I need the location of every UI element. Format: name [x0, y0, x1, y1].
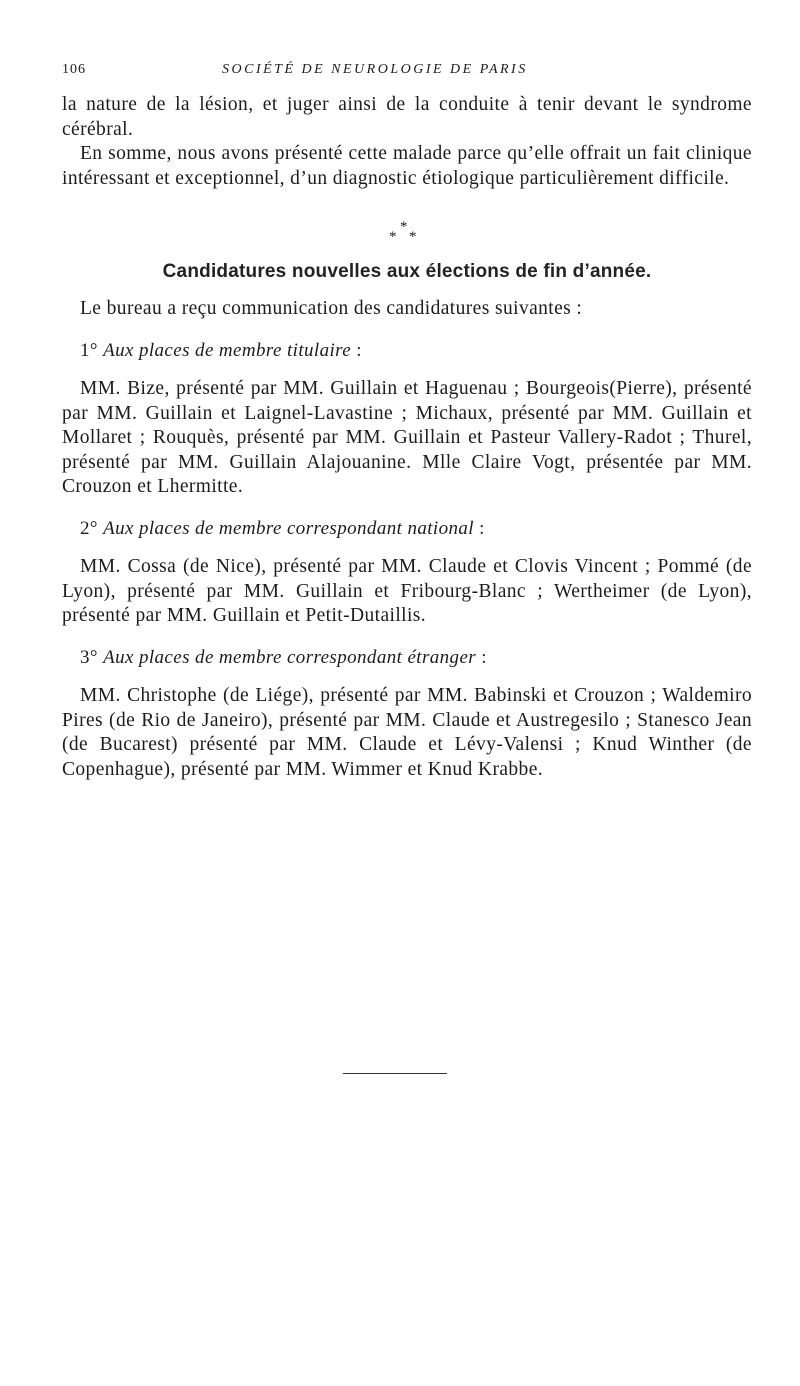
subsection-number: 1°: [80, 339, 98, 361]
section-intro: Le bureau a reçu communication des candidatures suivantes :: [80, 298, 583, 319]
subsection-heading-titulaire: [62, 339, 752, 364]
candidates-list-titulaire: MM. Bize, présenté par MM. Guillain et Haguenau ; Bourgeois(Pierre), présenté par MM. Guillain et Laignel-Lavastine ; Michaux, présenté par MM. Guillain et Mollaret ; Rouquès, présenté par MM. Guillain et Pasteur Vallery-Radot ; Thurel, présenté par MM. Guillain Alajouanine. Mlle Claire Vogt, présentée par MM. Crouzon et Lhermitte.: [62, 378, 752, 497]
end-rule: [343, 1073, 447, 1074]
subsection-heading-etranger: [62, 646, 752, 671]
document-page: [62, 62, 752, 782]
subsection-number: 3°: [80, 646, 98, 668]
paragraph-continuation: la nature de la lésion, et juger ainsi de la conduite à tenir devant le syndrome cérébral.: [62, 94, 752, 140]
subsection-title: Aux places de membre correspondant étranger: [103, 646, 477, 668]
paragraph-conclusion: En somme, nous avons présenté cette malade parce qu’elle offrait un fait clinique intéressant et exceptionnel, d’un diagnostic étiologique particulièrement difficile.: [62, 143, 752, 189]
asterism-separator: [62, 219, 752, 249]
subsection-suffix: :: [351, 339, 362, 361]
candidates-list-etranger: MM. Christophe (de Liége), présenté par MM. Babinski et Crouzon ; Waldemiro Pires (de Rio de Janeiro), présenté par MM. Claude et Austregesilo ; Stanesco Jean (de Bucarest) présenté par MM. Claude et Lévy-Valensi ; Knud Winther (de Copenhague), présenté par MM. Wimmer et Knud Krabbe.: [62, 685, 752, 780]
subsection-number: 2°: [80, 517, 98, 539]
asterism-star: *: [400, 219, 408, 235]
subsection-heading-national: [62, 517, 752, 542]
running-head: [62, 62, 752, 84]
candidates-list-national: MM. Cossa (de Nice), présenté par MM. Claude et Clovis Vincent ; Pommé (de Lyon), présenté par MM. Guillain et Fribourg-Blanc ; Wertheimer (de Lyon), présenté par MM. Guillain et Petit-Dutaillis.: [62, 556, 752, 626]
subsection-title: Aux places de membre titulaire: [103, 339, 352, 361]
asterism-star: *: [409, 229, 417, 245]
subsection-suffix: :: [473, 517, 485, 539]
journal-title: SOCIÉTÉ DE NEUROLOGIE DE PARIS: [222, 62, 528, 77]
page-number: 106: [62, 62, 86, 77]
subsection-suffix: :: [476, 646, 487, 668]
asterism-star: *: [389, 229, 397, 245]
section-heading: Candidatures nouvelles aux élections de fin d’année.: [162, 261, 652, 282]
subsection-title: Aux places de membre correspondant national: [103, 517, 474, 539]
